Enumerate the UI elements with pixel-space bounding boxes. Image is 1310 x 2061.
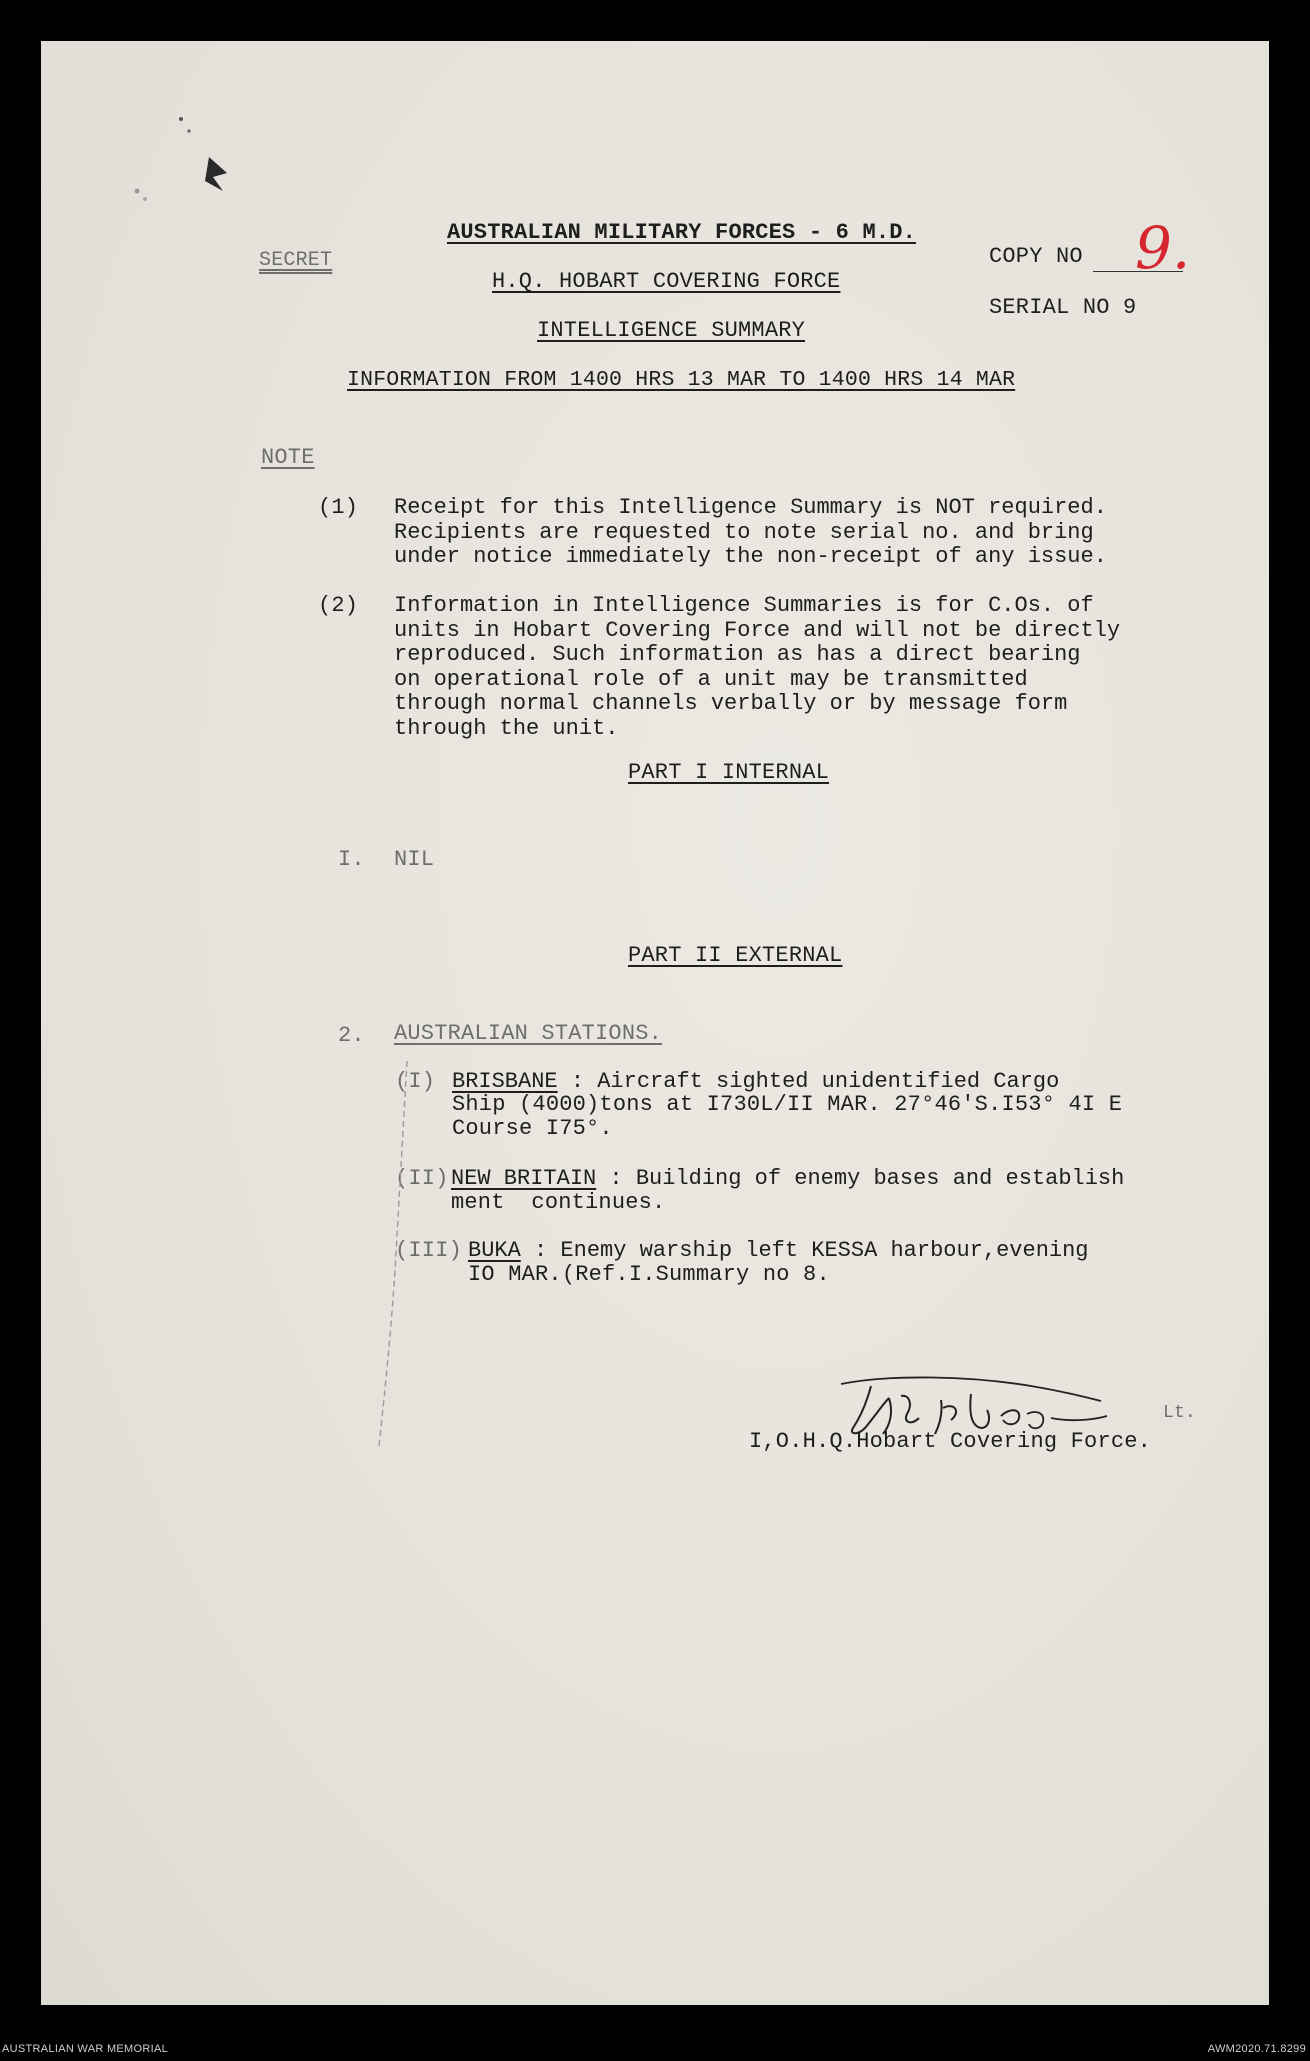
item-1-text: NIL bbox=[394, 847, 435, 872]
station-1-place: BRISBANE bbox=[452, 1069, 558, 1094]
document-page bbox=[41, 41, 1269, 2005]
note-2-text: Information in Intelligence Summaries is for C.Os. of units in Hobart Covering Force and will not be directly reproduced. Such information as has a direct bearing on operational role of a unit may be transmitted through normal channels verbally or by message form through the unit. bbox=[394, 593, 1121, 741]
station-2-line-1: Building of enemy bases and establish bbox=[635, 1166, 1125, 1191]
note-heading: NOTE bbox=[261, 445, 315, 470]
footer-source: AUSTRALIAN WAR MEMORIAL bbox=[2, 2043, 169, 2055]
station-1-first-line bbox=[452, 1070, 1059, 1094]
footer-accession-number: AWM2020.71.8299 bbox=[1207, 2043, 1306, 2055]
signature-rank: Lt. bbox=[1163, 1403, 1197, 1423]
station-1-line-2: Ship (4000)tons at I730L/II MAR. 27°46'S.I53° 4I E bbox=[452, 1092, 1123, 1117]
station-1-number: (I) bbox=[395, 1069, 436, 1094]
note-1-number: (1) bbox=[318, 495, 359, 520]
header-line-4: INFORMATION FROM 1400 HRS 13 MAR TO 1400 HRS 14 MAR bbox=[347, 368, 1016, 392]
part-2-heading: PART II EXTERNAL bbox=[628, 943, 843, 968]
part-1-heading: PART I INTERNAL bbox=[628, 760, 830, 785]
ink-blot-mark bbox=[101, 81, 261, 211]
station-2-first-line bbox=[451, 1167, 1124, 1191]
serial-number: SERIAL NO 9 bbox=[989, 295, 1137, 320]
header-line-2: H.Q. HOBART COVERING FORCE bbox=[492, 269, 841, 294]
margin-pencil-line bbox=[361, 1051, 421, 1451]
note-1-text: Receipt for this Intelligence Summary is NOT required. Recipients are requested to note serial no. and bring under notice immediately the non-receipt of any issue. bbox=[394, 495, 1107, 569]
station-1-separator: : bbox=[557, 1069, 598, 1094]
station-3-number: (III) bbox=[395, 1238, 463, 1263]
signature-title: I,O.H.Q.Hobart Covering Force. bbox=[749, 1429, 1152, 1454]
copy-number: 9. bbox=[1135, 214, 1191, 282]
item-2-heading: AUSTRALIAN STATIONS. bbox=[394, 1021, 663, 1046]
station-3-place: BUKA bbox=[468, 1238, 521, 1263]
station-2-line-2: ment continues. bbox=[451, 1190, 666, 1215]
station-3-separator: : bbox=[520, 1238, 561, 1263]
note-2-number: (2) bbox=[318, 593, 359, 618]
station-3-line-1: Enemy warship left KESSA harbour,evening bbox=[560, 1238, 1089, 1263]
item-1-number: I. bbox=[338, 847, 365, 872]
station-2-separator: : bbox=[596, 1166, 636, 1191]
station-1-line-1: Aircraft sighted unidentified Cargo bbox=[597, 1069, 1060, 1094]
station-1-line-3: Course I75°. bbox=[452, 1116, 613, 1141]
station-2-number: (II) bbox=[395, 1166, 449, 1191]
station-3-line-2: IO MAR.(Ref.I.Summary no 8. bbox=[468, 1262, 830, 1287]
copy-label: COPY NO bbox=[989, 244, 1083, 269]
station-2-place: NEW BRITAIN bbox=[451, 1166, 597, 1191]
station-3-first-line bbox=[468, 1239, 1089, 1263]
header-line-1: AUSTRALIAN MILITARY FORCES - 6 M.D. bbox=[447, 220, 917, 245]
item-2-number: 2. bbox=[338, 1023, 365, 1048]
classification-stamp: SECRET bbox=[259, 249, 333, 272]
header-line-3: INTELLIGENCE SUMMARY bbox=[537, 318, 806, 343]
